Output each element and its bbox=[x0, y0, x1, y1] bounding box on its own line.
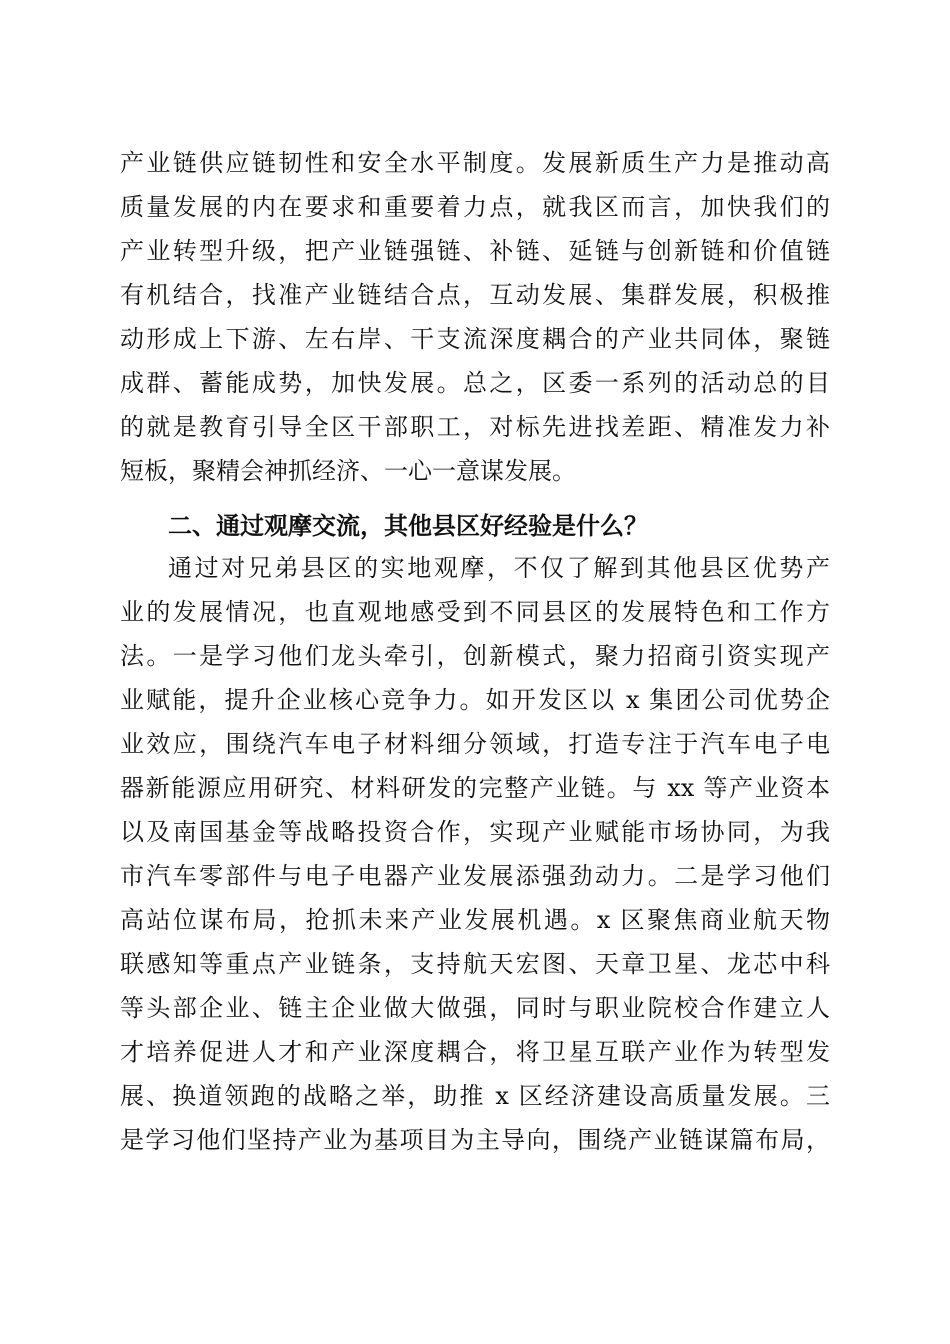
text-line: 是学习他们坚持产业为基项目为主导向，围绕产业链谋篇布局， bbox=[120, 1126, 830, 1154]
text-line: 产业链供应链韧性和安全水平制度。发展新质生产力是推动高 bbox=[120, 149, 830, 177]
text-line: 的就是教育引导全区干部职工，对标先进找差距、精准发力补 bbox=[120, 413, 830, 441]
text-line: 业效应，围绕汽车电子材料细分领域，打造专注于汽车电子电 bbox=[120, 730, 830, 758]
paragraph-1 bbox=[120, 141, 830, 493]
text-line: 动形成上下游、左右岸、干支流深度耦合的产业共同体，聚链 bbox=[120, 325, 830, 353]
text-line: 业的发展情况，也直观地感受到不同县区的发展特色和工作方 bbox=[120, 598, 830, 626]
text-line: 展、换道领跑的战略之举，助推 x 区经济建设高质量发展。三 bbox=[120, 1082, 830, 1110]
text-line: 短板，聚精会神抓经济、一心一意谋发展。 bbox=[120, 457, 576, 485]
text-line: 业赋能，提升企业核心竞争力。如开发区以 x 集团公司优势企 bbox=[120, 686, 830, 714]
text-line: 产业转型升级，把产业链强链、补链、延链与创新链和价值链 bbox=[120, 237, 830, 265]
text-line: 以及南国基金等战略投资合作，实现产业赋能市场协同，为我 bbox=[120, 818, 830, 846]
text-line: 器新能源应用研究、材料研发的完整产业链。与 xx 等产业资本 bbox=[120, 774, 830, 802]
text-line: 才培养促进人才和产业深度耦合，将卫星互联产业作为转型发 bbox=[120, 1038, 830, 1066]
section-heading: 二、通过观摩交流，其他县区好经验是什么？ bbox=[168, 512, 648, 540]
text-line: 联感知等重点产业链条，支持航天宏图、天章卫星、龙芯中科 bbox=[120, 950, 830, 978]
text-line: 通过对兄弟县区的实地观摩，不仅了解到其他县区优势产 bbox=[168, 554, 830, 582]
paragraph-2 bbox=[120, 546, 830, 1162]
text-line: 高站位谋布局，抢抓未来产业发展机遇。x 区聚焦商业航天物 bbox=[120, 906, 830, 934]
text-line: 有机结合，找准产业链结合点，互动发展、集群发展，积极推 bbox=[120, 281, 830, 309]
text-line: 等头部企业、链主企业做大做强，同时与职业院校合作建立人 bbox=[120, 994, 830, 1022]
text-line: 市汽车零部件与电子电器产业发展添强劲动力。二是学习他们 bbox=[120, 862, 830, 890]
text-line: 成群、蓄能成势，加快发展。总之，区委一系列的活动总的目 bbox=[120, 369, 830, 397]
text-line: 法。一是学习他们龙头牵引，创新模式，聚力招商引资实现产 bbox=[120, 642, 830, 670]
text-line: 质量发展的内在要求和重要着力点，就我区而言，加快我们的 bbox=[120, 193, 830, 221]
